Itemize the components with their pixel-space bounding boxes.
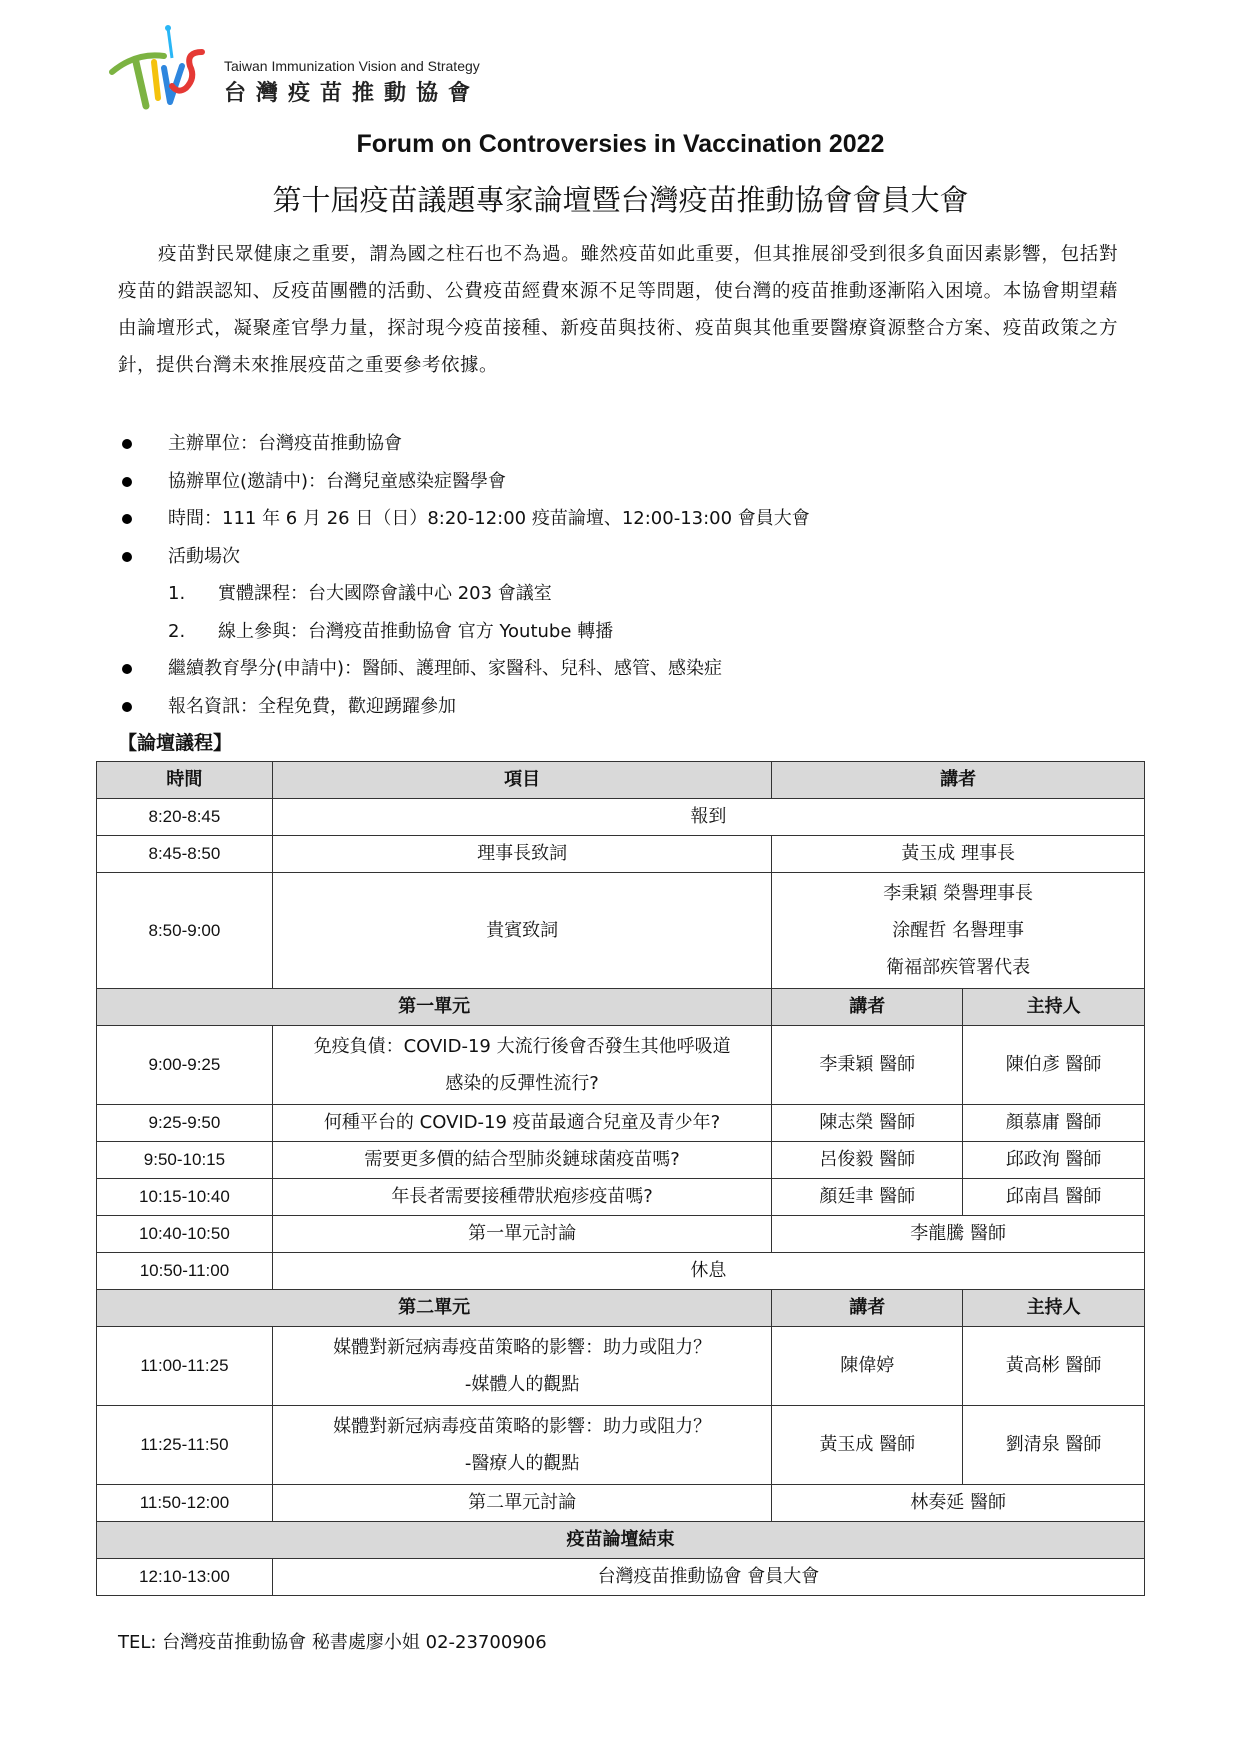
row-item: 理事長致詞	[272, 836, 771, 873]
row-host: 陳伯彥 醫師	[963, 1026, 1145, 1105]
bullet-icon	[122, 702, 132, 712]
table-row	[97, 1179, 1145, 1216]
list-item	[118, 688, 1118, 726]
row-host: 劉清泉 醫師	[963, 1406, 1145, 1485]
row-time: 10:50-11:00	[97, 1253, 273, 1290]
list-item	[118, 650, 1118, 688]
row-item	[272, 1026, 771, 1105]
item-line-2: -媒體人的觀點	[464, 1374, 580, 1395]
item-line-2: 感染的反彈性流行?	[445, 1073, 599, 1094]
row-time: 9:50-10:15	[97, 1142, 273, 1179]
row-speaker: 黃玉成 醫師	[772, 1406, 963, 1485]
bullet-icon	[122, 514, 132, 524]
unit1-speaker-header: 講者	[772, 989, 963, 1026]
row-time: 9:00-9:25	[97, 1026, 273, 1105]
table-row	[97, 1142, 1145, 1179]
row-time: 10:40-10:50	[97, 1216, 273, 1253]
row-item	[272, 1327, 771, 1406]
table-row	[97, 799, 1145, 836]
list-number: 1.	[168, 583, 186, 604]
row-item: 年長者需要接種帶狀疱疹疫苗嗎?	[272, 1179, 771, 1216]
row-item: 第二單元討論	[272, 1485, 771, 1522]
speaker-1: 李秉穎 榮譽理事長	[883, 883, 1034, 904]
event-time: 時間：111 年 6 月 26 日（日）8:20-12:00 疫苗論壇、12:00-13:00 會員大會	[168, 508, 810, 529]
speaker-2: 涂醒哲 名譽理事	[892, 920, 1025, 941]
table-row	[97, 989, 1145, 1026]
table-row	[97, 1105, 1145, 1142]
list-item	[118, 538, 1118, 576]
table-row	[97, 762, 1145, 799]
forum-end: 疫苗論壇結束	[97, 1522, 1145, 1559]
unit2-speaker-header: 講者	[772, 1290, 963, 1327]
table-row	[97, 873, 1145, 989]
table-row	[97, 1026, 1145, 1105]
row-item: 何種平台的 COVID-19 疫苗最適合兒童及青少年?	[272, 1105, 771, 1142]
bullet-icon	[122, 552, 132, 562]
row-time: 9:25-9:50	[97, 1105, 273, 1142]
bullet-icon	[122, 477, 132, 487]
credits: 繼續教育學分(申請中)：醫師、護理師、家醫科、兒科、感管、感染症	[168, 658, 723, 679]
registration: 報名資訊：全程免費，歡迎踴躍參加	[168, 695, 456, 717]
row-item: 台灣疫苗推動協會 會員大會	[272, 1559, 1144, 1596]
row-time: 11:25-11:50	[97, 1406, 273, 1485]
table-row	[97, 1290, 1145, 1327]
header-speaker: 講者	[772, 762, 1145, 799]
unit2-title: 第二單元	[97, 1290, 772, 1327]
row-speaker: 林奏延 醫師	[772, 1485, 1145, 1522]
organizer: 主辦單位：台灣疫苗推動協會	[168, 433, 402, 454]
row-time: 8:45-8:50	[97, 836, 273, 873]
row-speaker: 李秉穎 醫師	[772, 1026, 963, 1105]
row-item	[272, 1406, 771, 1485]
list-item	[118, 425, 1118, 463]
item-line-1: 媒體對新冠病毒疫苗策略的影響：助力或阻力？	[333, 1416, 712, 1437]
row-item: 需要更多價的結合型肺炎鏈球菌疫苗嗎?	[272, 1142, 771, 1179]
table-row	[97, 1406, 1145, 1485]
bullet-icon	[122, 664, 132, 674]
agenda-table	[96, 761, 1145, 1596]
table-row	[97, 1216, 1145, 1253]
row-time: 11:50-12:00	[97, 1485, 273, 1522]
row-speakers	[772, 873, 1145, 989]
list-number: 2.	[168, 620, 186, 642]
row-item: 報到	[272, 799, 1144, 836]
item-line-1: 媒體對新冠病毒疫苗策略的影響：助力或阻力？	[333, 1337, 712, 1358]
tivs-logo-mark	[106, 22, 216, 114]
tivs-logo	[106, 22, 526, 114]
info-list	[118, 425, 1118, 725]
venue-online: 線上參與：台灣疫苗推動協會 官方 Youtube 轉播	[218, 620, 614, 642]
list-item	[118, 463, 1118, 501]
row-time: 8:50-9:00	[97, 873, 273, 989]
row-item: 貴賓致詞	[272, 873, 771, 989]
logo-text-en: Taiwan Immunization Vision and Strategy	[224, 58, 480, 74]
unit1-title: 第一單元	[97, 989, 772, 1026]
row-item: 休息	[272, 1253, 1144, 1290]
table-row	[97, 1559, 1145, 1596]
bullet-icon	[122, 439, 132, 449]
row-speaker: 顏廷聿 醫師	[772, 1179, 963, 1216]
unit1-host-header: 主持人	[963, 989, 1145, 1026]
footer-contact: TEL: 台灣疫苗推動協會 秘書處廖小姐 02-23700906	[118, 1632, 547, 1653]
table-row	[97, 1253, 1145, 1290]
row-speaker: 陳志榮 醫師	[772, 1105, 963, 1142]
row-host: 邱南昌 醫師	[963, 1179, 1145, 1216]
title-zh: 第十屆疫苗議題專家論壇暨台灣疫苗推動協會會員大會	[272, 183, 969, 217]
item-line-2: -醫療人的觀點	[464, 1453, 580, 1474]
table-row	[97, 1327, 1145, 1406]
co-organizer: 協辦單位(邀請中)：台灣兒童感染症醫學會	[168, 470, 507, 492]
list-item	[118, 613, 1118, 651]
row-time: 12:10-13:00	[97, 1559, 273, 1596]
unit2-host-header: 主持人	[963, 1290, 1145, 1327]
row-host: 顏慕庸 醫師	[963, 1105, 1145, 1142]
table-row	[97, 1522, 1145, 1559]
row-item: 第一單元討論	[272, 1216, 771, 1253]
header-time: 時間	[97, 762, 273, 799]
row-host: 邱政洵 醫師	[963, 1142, 1145, 1179]
row-speaker: 黃玉成 理事長	[772, 836, 1145, 873]
venue-heading: 活動場次	[168, 545, 240, 567]
row-host: 黃高彬 醫師	[963, 1327, 1145, 1406]
row-time: 10:15-10:40	[97, 1179, 273, 1216]
list-item	[118, 500, 1118, 538]
table-row	[97, 1485, 1145, 1522]
header-item: 項目	[272, 762, 771, 799]
item-line-1: 免疫負債：COVID-19 大流行後會否發生其他呼吸道	[313, 1036, 731, 1057]
row-time: 11:00-11:25	[97, 1327, 273, 1406]
row-speaker: 李龍騰 醫師	[772, 1216, 1145, 1253]
agenda-label: 【論壇議程】	[118, 732, 233, 754]
intro-paragraph: 疫苗對民眾健康之重要，謂為國之柱石也不為過。雖然疫苗如此重要，但其推展卻受到很多負面因素影響，包括對疫苗的錯誤認知、反疫苗團體的活動、公費疫苗經費來源不足等問題，使台灣的疫苗推動逐漸陷入困境。本協會期望藉由論壇形式，凝聚產官學力量，探討現今疫苗接種、新疫苗與技術、疫苗與其他重要醫療資源整合方案、疫苗政策之方針，提供台灣未來推展疫苗之重要參考依據。	[118, 244, 1118, 376]
list-item	[118, 575, 1118, 613]
table-row	[97, 836, 1145, 873]
row-speaker: 呂俊毅 醫師	[772, 1142, 963, 1179]
venue-physical: 實體課程：台大國際會議中心 203 會議室	[218, 583, 552, 604]
logo-text-zh: 台灣疫苗推動協會	[224, 81, 481, 106]
speaker-3: 衛福部疾管署代表	[886, 957, 1031, 978]
title-en: Forum on Controversies in Vaccination 2022	[356, 130, 885, 158]
row-time: 8:20-8:45	[97, 799, 273, 836]
row-speaker: 陳偉婷	[772, 1327, 963, 1406]
